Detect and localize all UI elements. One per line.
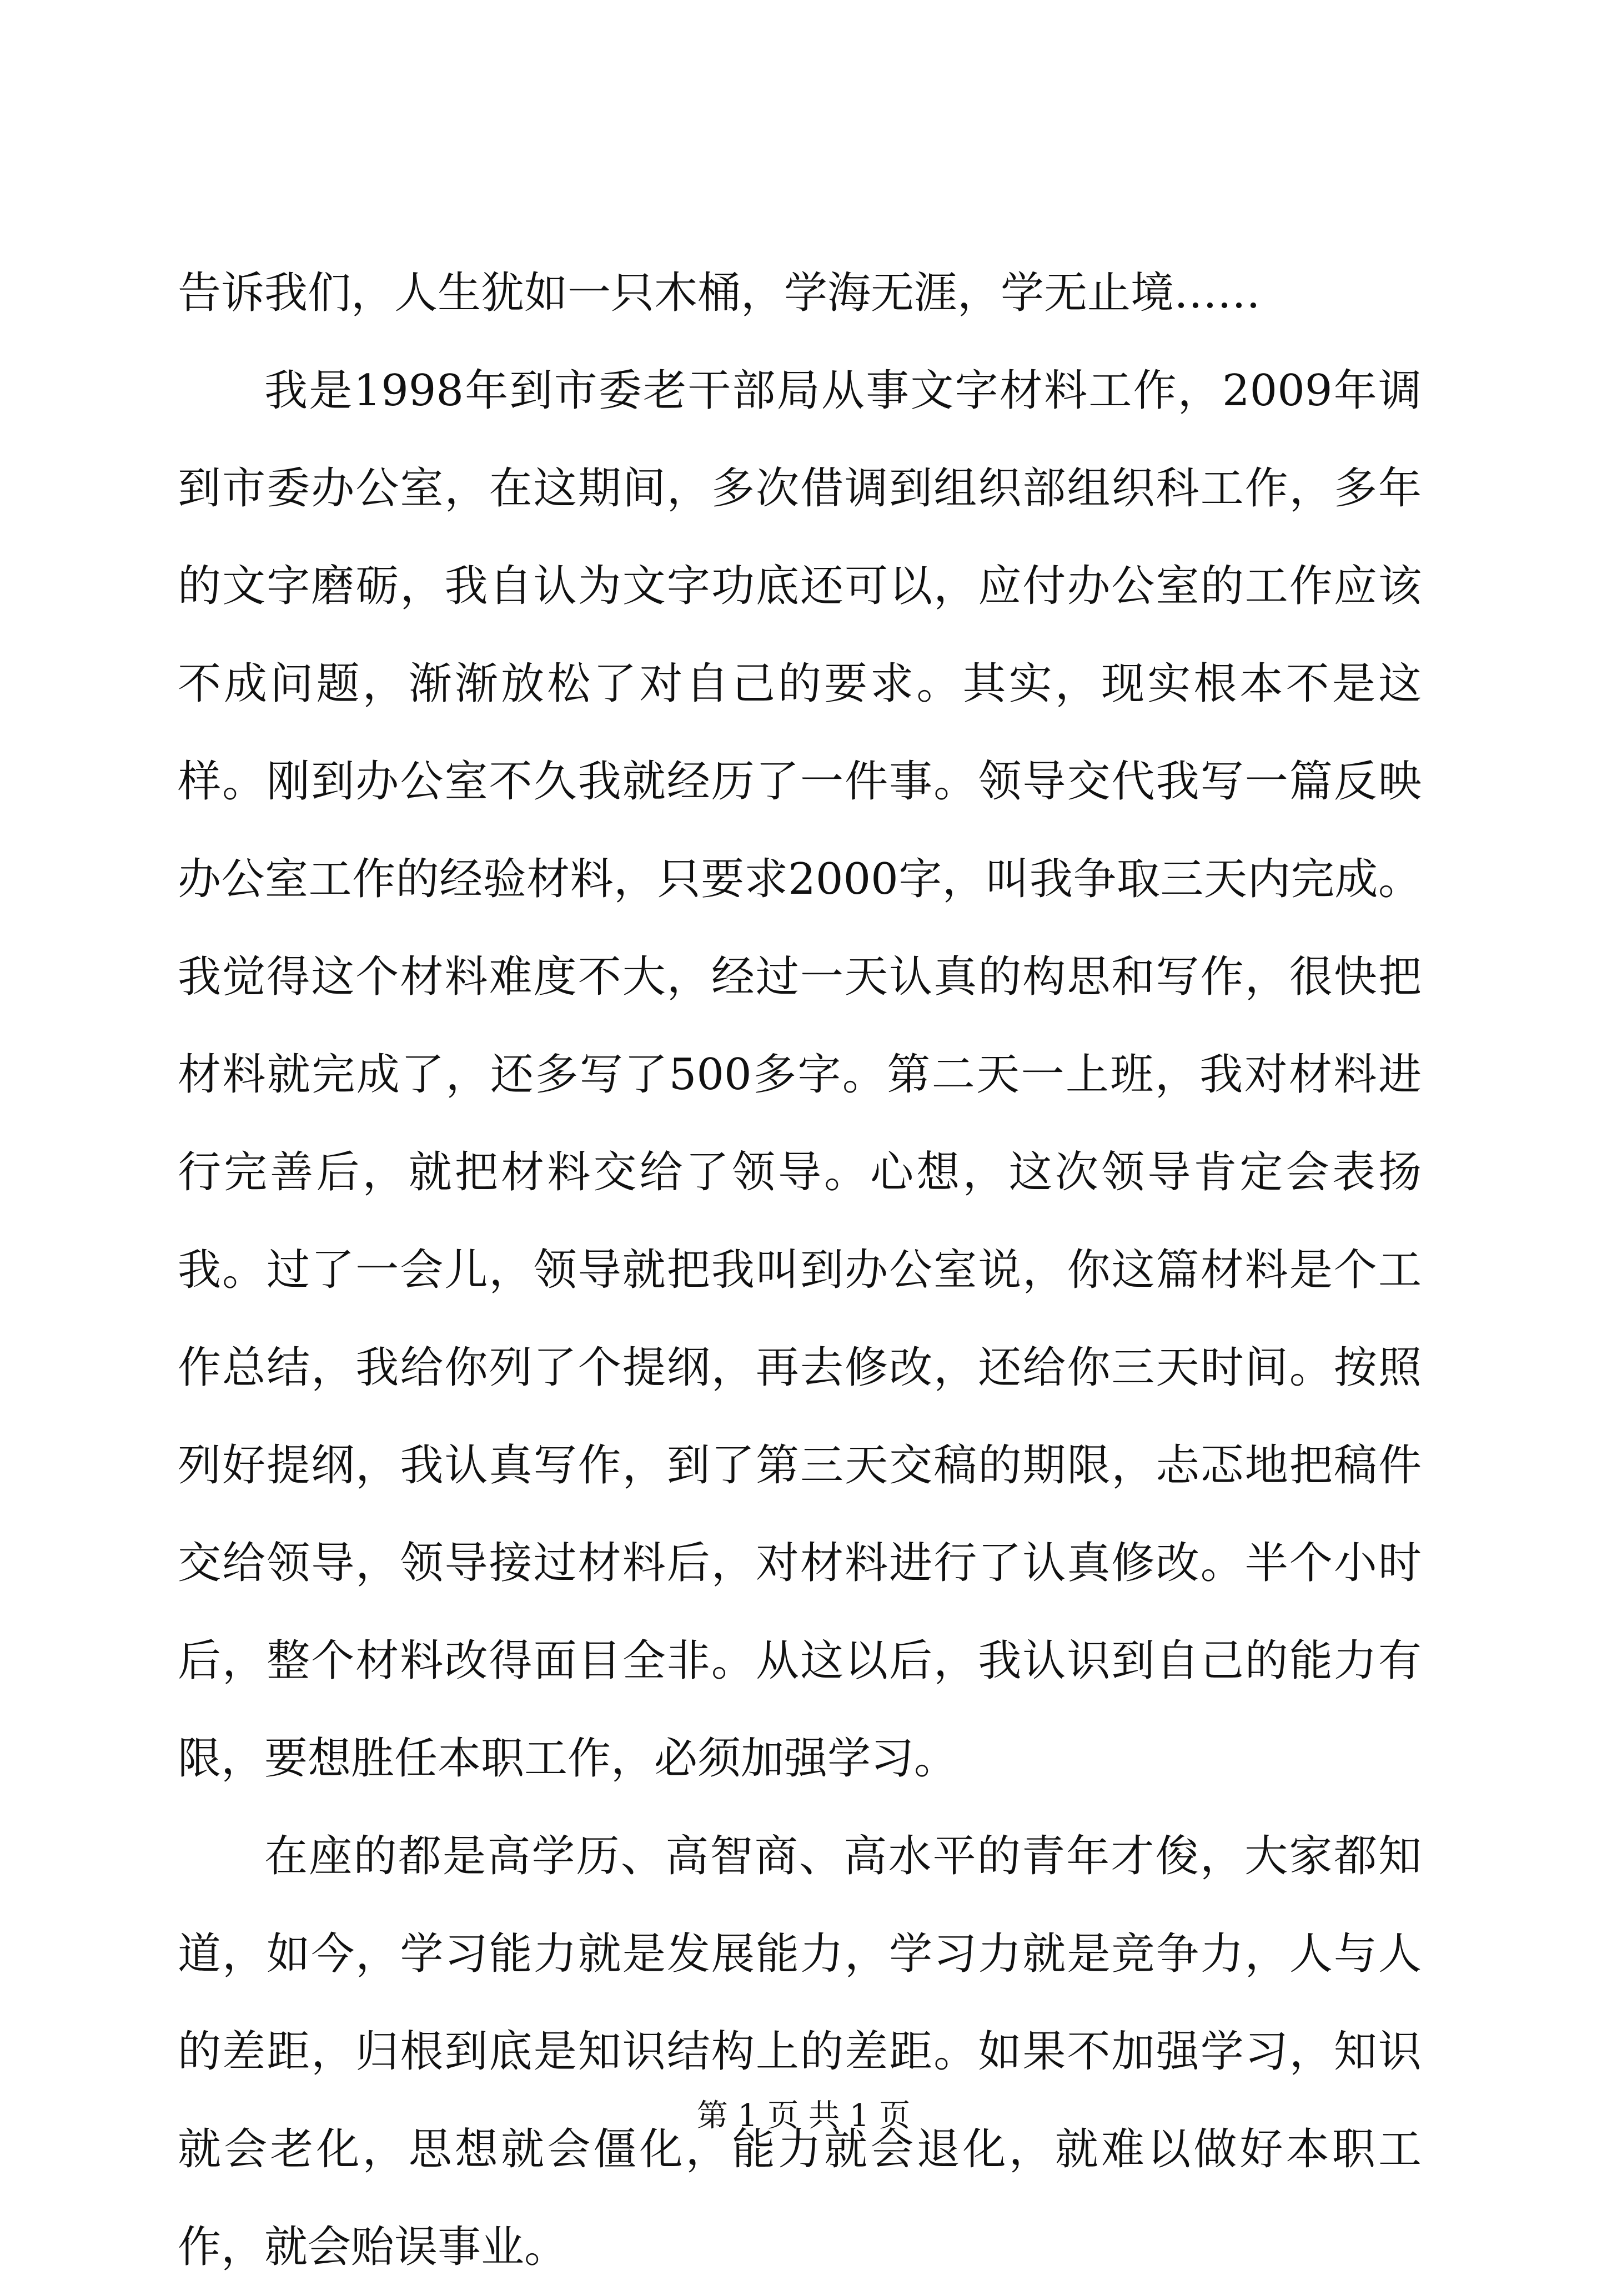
paragraph-1: 告诉我们，人生犹如一只木桶，学海无涯，学无止境…… <box>178 268 1261 318</box>
document-body <box>178 244 1422 2296</box>
paragraph-2: 我是1998年到市委老干部局从事文字材料工作，2009年调到市委办公室，在这期间，多次借调到组织部组织科工作，多年的文字磨砺，我自认为文字功底还可以，应付办公室的工作应该不成问题，渐渐放松了对自己的要求。其实，现实根本不是这样。刚到办公室不久我就经历了一件事。领导交代我写一篇反映办公室工作的经验材料，只要求2000字，叫我争取三天内完成。我觉得这个材料难度不大，经过一天认真的构思和写作，很快把材料就完成了，还多写了500多字。第二天一上班，我对材料进行完善后，就把材料交给了领导。心想，这次领导肯定会表扬我。过了一会儿，领导就把我叫到办公室说，你这篇材料是个工作总结，我给你列了个提纲，再去修改，还给你三天时间。按照列好提纲，我认真写作，到了第三天交稿的期限，忐忑地把稿件交给领导，领导接过材料后，对材料进行了认真修改。半个小时后，整个材料改得面目全非。从这以后，我认识到自己的能力有限，要想胜任本职工作，必须加强学习。 <box>178 366 1422 1784</box>
page-footer: 第 1 页 共 1 页 <box>696 2098 911 2134</box>
paragraph-3: 在座的都是高学历、高智商、高水平的青年才俊，大家都知道，如今，学习能力就是发展能力，学习力就是竞争力，人与人的差距，归根到底是知识结构上的差距。如果不加强学习，知识就会老化，思想就会僵化，能力就会退化，就难以做好本职工作，就会贻误事业。 <box>178 1831 1422 2272</box>
